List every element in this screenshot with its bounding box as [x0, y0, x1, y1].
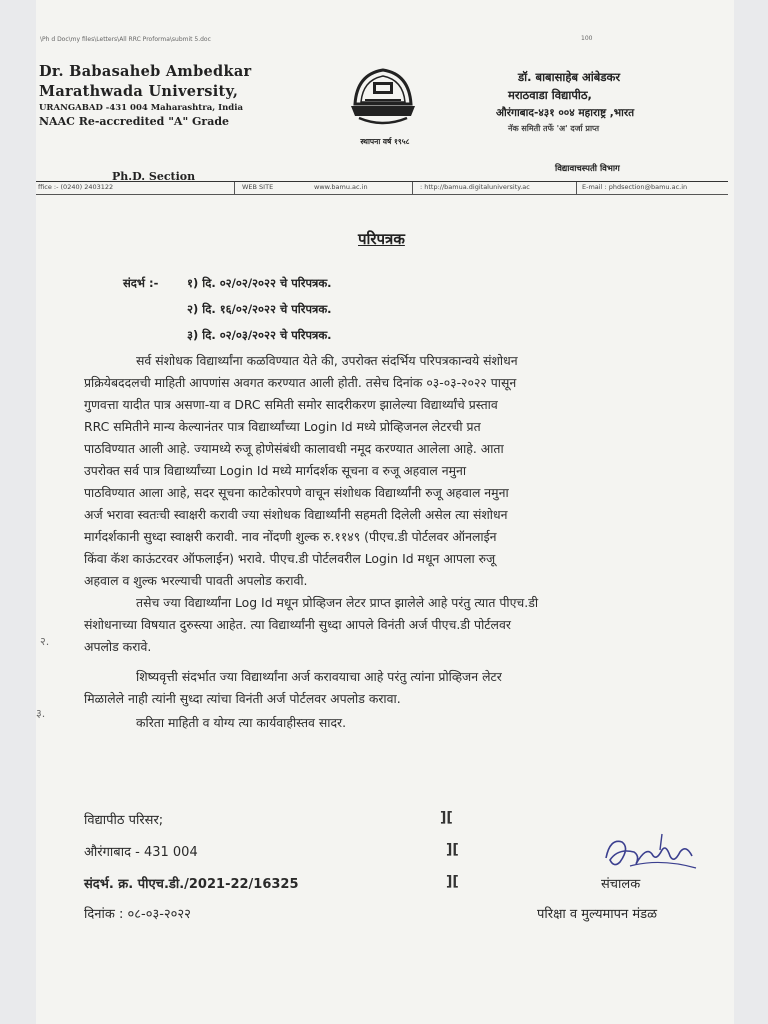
reference-item: २) दि. १६/०२/२०२२ चे परिपत्रक.	[187, 302, 332, 316]
university-address: URANGABAD -431 004 Maharashtra, India	[39, 103, 243, 113]
university-name-line1: Dr. Babasaheb Ambedkar	[39, 63, 252, 80]
margin-mark: २.	[40, 635, 50, 648]
signature-icon	[600, 828, 710, 878]
circular-body	[84, 350, 724, 734]
body-line: अहवाल व शुल्क भरल्याची पावती अपलोड करावी.	[84, 573, 308, 588]
bracket: ][	[446, 842, 459, 858]
university-name-mr-line1: डॉ. बाबासाहेब आंबेडकर	[518, 70, 621, 84]
portal-url: : http://bamua.digitaluniversity.ac	[420, 183, 530, 191]
university-address-mr: औरंगाबाद-४३१ ००४ महाराष्ट्र ,भारत	[496, 107, 635, 119]
designation-board: परिक्षा व मुल्यमापन मंडळ	[537, 907, 657, 922]
university-name-line2: Marathwada University,	[39, 83, 239, 100]
margin-mark: ३.	[36, 707, 46, 720]
university-emblem-icon	[347, 64, 419, 130]
contact-bar	[36, 181, 728, 195]
designation-title: संचालक	[601, 877, 641, 892]
email-address: E-mail : phdsection@bamu.ac.in	[582, 183, 688, 191]
body-line: सर्व संशोधक विद्यार्थ्यांना कळविण्यात येते की, उपरोक्त संदर्भिय परिपत्रकान्वये संशोधन	[136, 353, 518, 368]
circular-title: परिपत्रक	[358, 230, 405, 248]
website-label: WEB SITE	[242, 183, 274, 191]
city: औरंगाबाद - 431 004	[84, 845, 198, 860]
body-line: उपरोक्त सर्व पात्र विद्यार्थ्यांच्या Login Id मध्ये मार्गदर्शक सूचना व रुजू अहवाल नमुना	[84, 463, 467, 478]
bracket: ][	[446, 874, 459, 890]
body-line: RRC समितीने मान्य केल्यानंतर पात्र विद्यार्थ्यांच्या Login Id मध्ये प्रोव्हिजनल लेटरची प्रत	[84, 419, 481, 434]
reference-number: संदर्भ. क्र. पीएच.डी./2021-22/16325	[84, 877, 299, 892]
bracket: ][	[440, 810, 453, 826]
body-line: अपलोड करावे.	[84, 639, 152, 654]
body-line: तसेच ज्या विद्यार्थ्यांना Log Id मधून प्रोव्हिजन लेटर प्राप्त झालेले आहे परंतु त्यात पीएच.डी	[136, 595, 539, 610]
section-name-mr: विद्यावाचस्पती विभाग	[555, 164, 620, 174]
body-line: शिष्यवृत्ती संदर्भात ज्या विद्यार्थ्यांना अर्ज करावयाचा आहे परंतु त्यांना प्रोव्हिजन लेटर	[136, 669, 502, 684]
body-line: किंवा कॅश काऊंटरवर ऑफलाईन) भरावे. पीएच.डी पोर्टलवरील Login Id मधून आपला रुजू	[84, 551, 496, 566]
website-url: www.bamu.ac.in	[314, 183, 368, 191]
divider	[234, 182, 235, 194]
letterhead-marathi	[496, 68, 731, 136]
section-name: Ph.D. Section	[112, 170, 196, 183]
body-line: गुणवत्ता यादीत पात्र असणा-या व DRC समिती समोर सादरीकरण झालेल्या विद्यार्थ्यांचे प्रस्ताव	[84, 397, 498, 412]
campus: विद्यापीठ परिसर;	[84, 813, 164, 828]
university-name-mr-line2: मराठवाडा विद्यापीठ,	[508, 88, 592, 102]
page-number: 100	[581, 35, 593, 42]
divider	[576, 182, 577, 194]
body-line: पाठविण्यात आली आहे. ज्यामध्ये रुजू होणेसंबंधी कालावधी नमूद करण्यात आलेला आहे. आता	[84, 441, 504, 456]
naac-grade-mr: नॅक समिती तर्फे 'अ' दर्जा प्राप्त	[508, 124, 600, 133]
reference-item: ३) दि. ०२/०३/२०२२ चे परिपत्रक.	[187, 328, 332, 342]
references-label: संदर्भ :-	[123, 276, 159, 290]
established-year: स्थापना वर्ष १९५८	[360, 137, 410, 146]
body-line: संशोधनाच्या विषयात दुरुस्त्या आहेत. त्या विद्यार्थ्यांनी सुध्दा आपले विनंती अर्ज पीएच.डी पोर्टलवर	[84, 617, 511, 632]
body-line: मिळालेले नाही त्यांनी सुध्दा त्यांचा विनंती अर्ज पोर्टलवर अपलोड करावा.	[84, 691, 401, 706]
naac-grade: NAAC Re-accredited "A" Grade	[39, 115, 230, 128]
letter-date: दिनांक : ०८-०३-२०२२	[84, 907, 191, 922]
body-line: पाठविण्यात आला आहे, सदर सूचना काटेकोरपणे वाचून संशोधक विद्यार्थ्यांनी रुजू अहवाल नमुना	[84, 485, 509, 500]
closing-line: करिता माहिती व योग्य त्या कार्यवाहीस्तव सादर.	[136, 715, 347, 730]
body-line: मार्गदर्शकानी सुध्दा स्वाक्षरी करावी. नाव नोंदणी शुल्क रु.११४९ (पीएच.डी पोर्टलवर ऑनलाईन	[84, 529, 497, 544]
body-line: अर्ज भरावा स्वतःची स्वाक्षरी करावी ज्या संशोधक विद्यार्थ्यांनी सहमती दिलेली असेल त्या संशोधन	[84, 507, 508, 522]
reference-item: १) दि. ०२/०२/२०२२ चे परिपत्रक.	[187, 276, 332, 290]
file-path: \Ph d Doc\my files\Letters\All RRC Proforma\submit 5.doc	[40, 36, 211, 43]
office-phone: ffice :- (0240) 2403122	[38, 183, 114, 191]
body-line: प्रक्रियेबददलची माहिती आपणांस अवगत करण्यात आली होती. तसेच दिनांक ०३-०३-२०२२ पासून	[84, 375, 517, 390]
letterhead-english	[39, 62, 309, 130]
divider	[412, 182, 413, 194]
